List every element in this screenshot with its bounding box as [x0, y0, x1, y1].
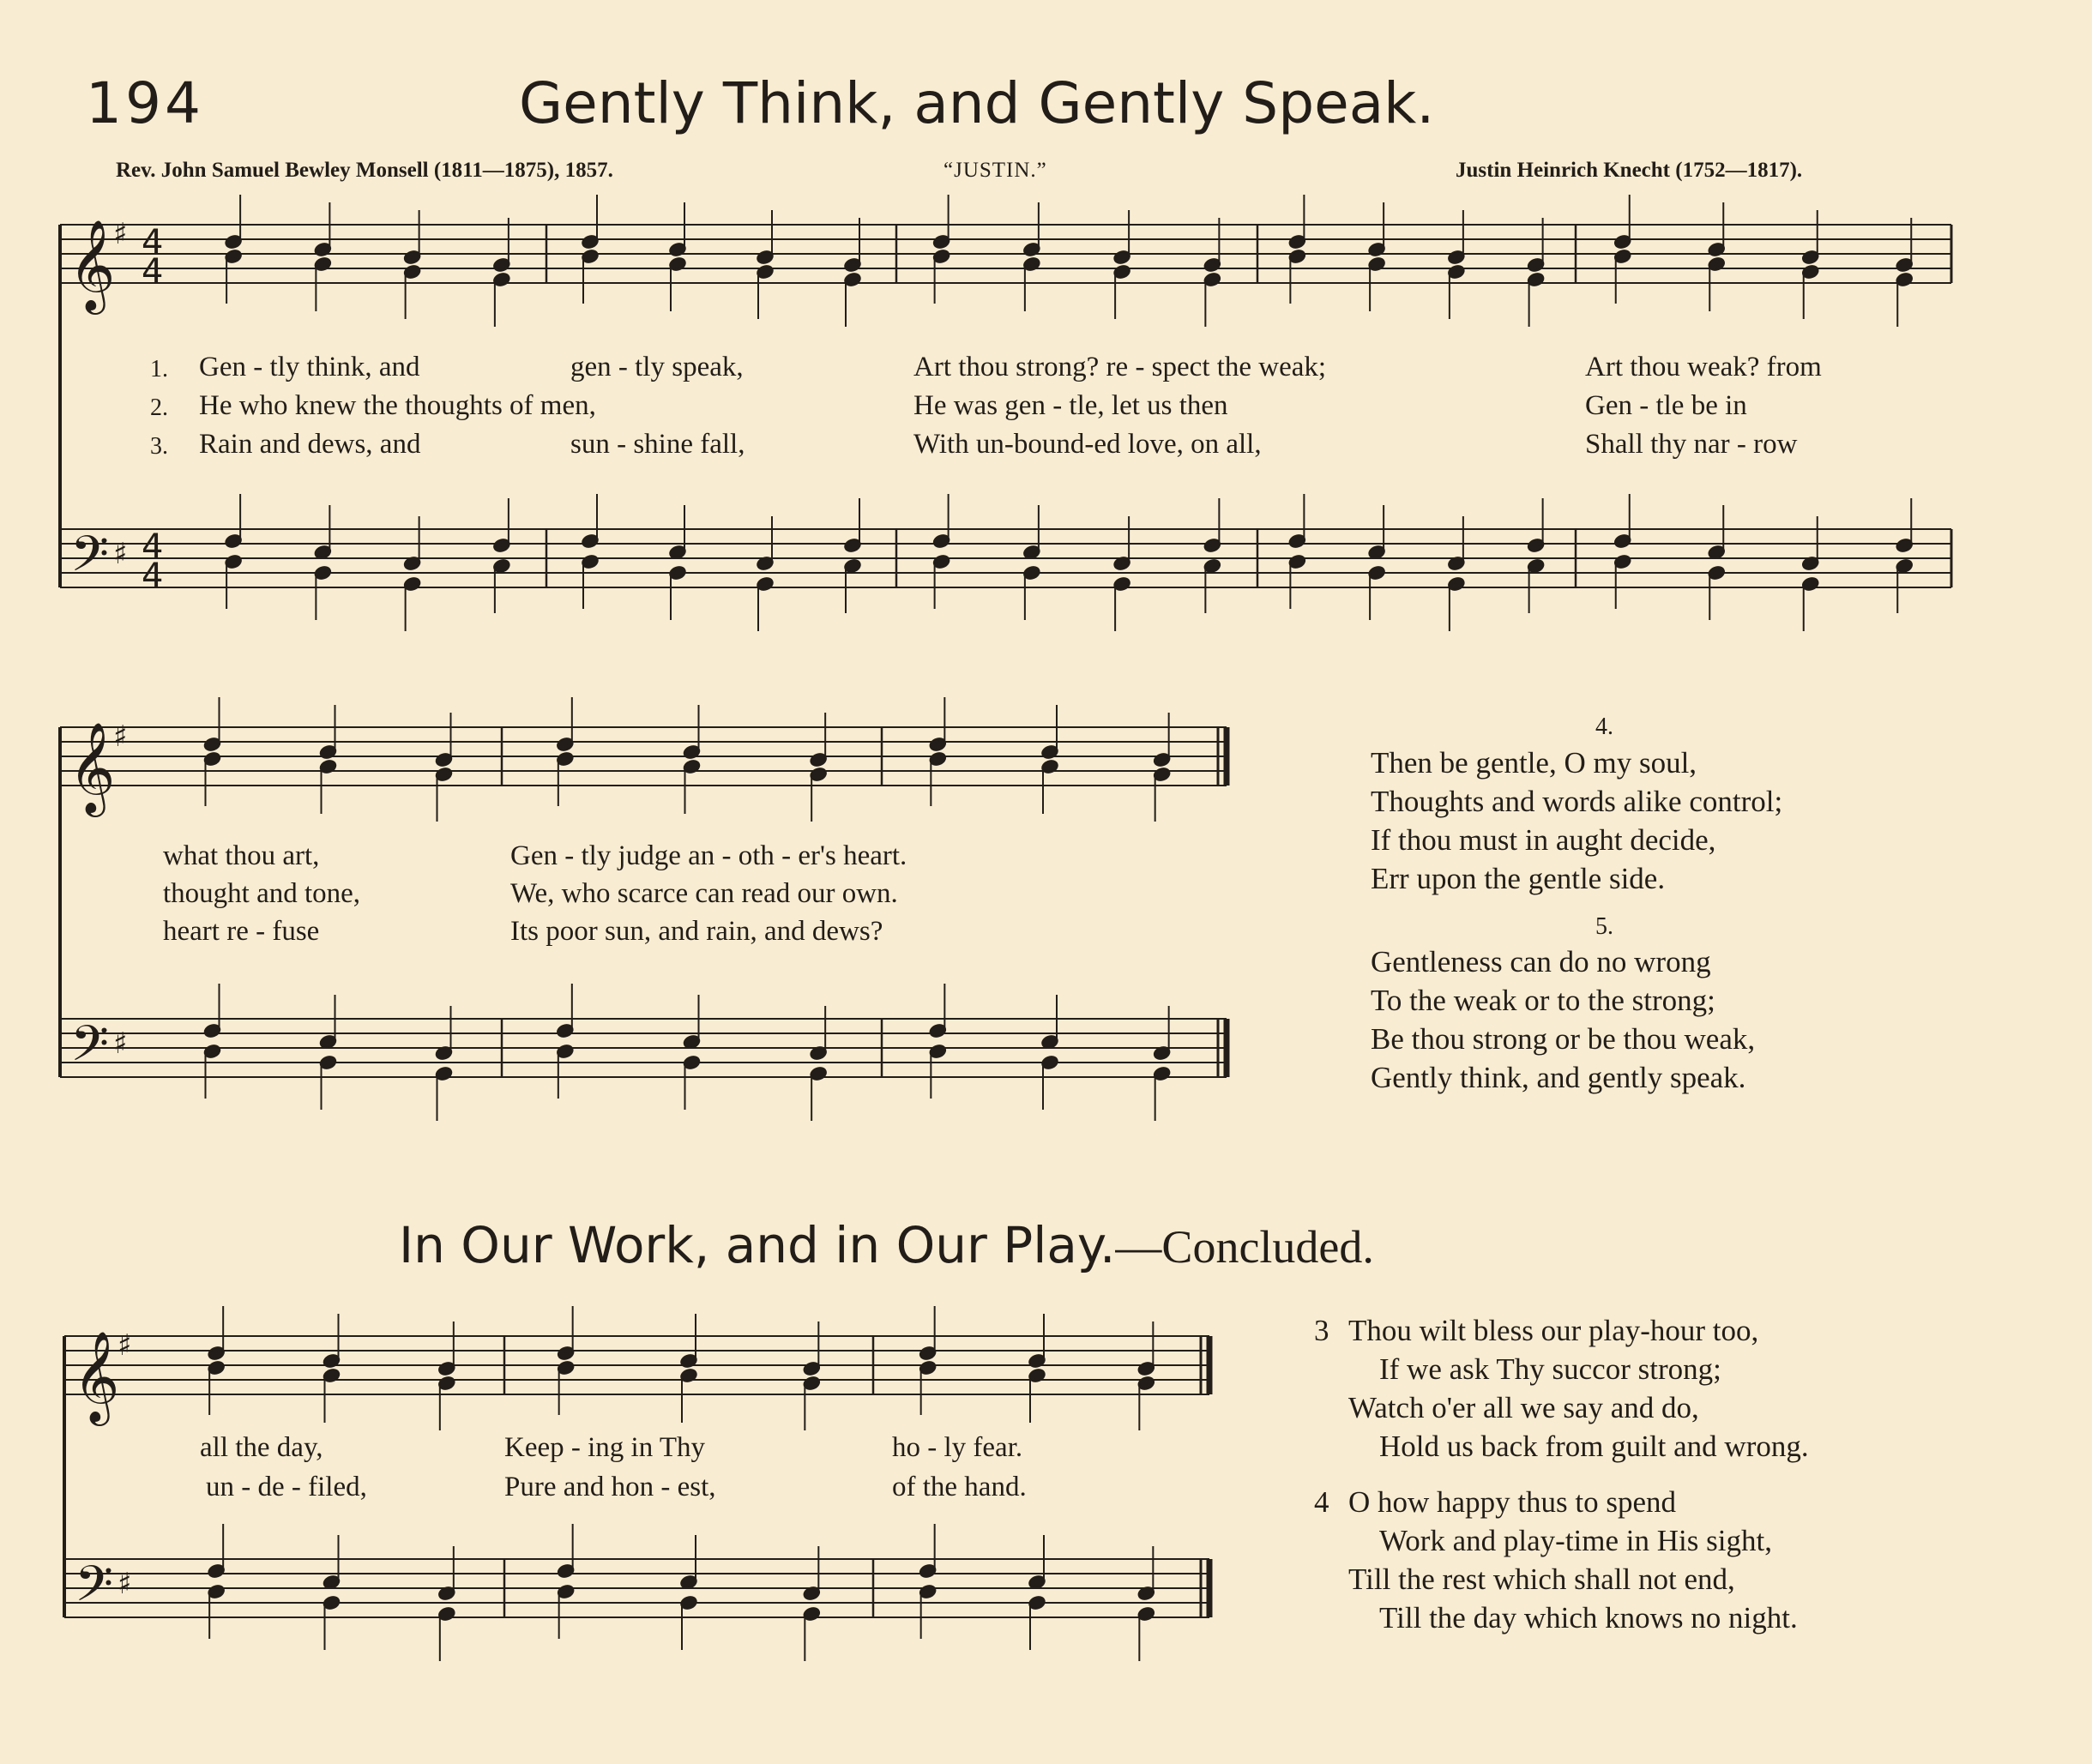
treble-clef: 𝄞	[69, 219, 116, 310]
verse-number: 5.	[1595, 913, 1613, 940]
lyric-segment: ho - ly fear.	[892, 1432, 1023, 1463]
verse-line: Watch o'er all we say and do,	[1348, 1391, 1699, 1424]
lyric-segment: gen - tly speak,	[570, 352, 744, 382]
lyric-segment: Art thou strong? re - spect the weak;	[913, 352, 1327, 382]
lyric-segment: With un-bound-ed love, on all,	[913, 429, 1262, 460]
lyric-segment: Pure and hon - est,	[504, 1472, 716, 1502]
verse-line: If thou must in aught decide,	[1371, 823, 1716, 857]
bass-clef: 𝄢	[75, 1555, 114, 1625]
lyric-segment: all the day,	[200, 1432, 323, 1463]
lyric-segment: what thou art,	[163, 840, 320, 871]
verse-line: If we ask Thy succor strong;	[1379, 1352, 1721, 1386]
verse-number: 4	[1314, 1485, 1329, 1519]
stanza-number: 1.	[150, 356, 168, 382]
key-sharp: ♯	[113, 1026, 128, 1061]
verse-line: Work and play-time in His sight,	[1379, 1524, 1772, 1557]
stanza-number: 3.	[150, 433, 168, 460]
verse-line: Thou wilt bless our play-hour too,	[1348, 1314, 1759, 1347]
key-sharp: ♯	[113, 719, 128, 754]
stanza-number: 2.	[150, 394, 168, 421]
composer-credit: Justin Heinrich Knecht (1752—1817).	[1456, 159, 1803, 182]
verse-line: Err upon the gentle side.	[1371, 862, 1666, 895]
time-signature: 4	[142, 252, 164, 292]
time-signature: 4	[142, 223, 164, 262]
concluded-title-main: In Our Work, and in Our Play.	[399, 1216, 1116, 1274]
verse-number: 3	[1314, 1314, 1329, 1347]
verse-number: 4.	[1595, 713, 1613, 740]
verse-line: Be thou strong or be thou weak,	[1371, 1022, 1756, 1056]
lyric-segment: thought and tone,	[163, 878, 361, 909]
lyric-segment: of the hand.	[892, 1472, 1027, 1502]
hymn-title: Gently Think, and Gently Speak.	[519, 70, 1435, 136]
lyric-segment: We, who scarce can read our own.	[510, 878, 898, 909]
verse-line: Hold us back from guilt and wrong.	[1379, 1430, 1809, 1463]
bass-clef: 𝄢	[70, 1014, 110, 1085]
key-sharp: ♯	[113, 217, 128, 251]
lyric-segment: un - de - filed,	[206, 1472, 367, 1502]
lyric-segment: Keep - ing in Thy	[504, 1432, 706, 1463]
verse-line: Till the day which knows no night.	[1379, 1601, 1798, 1635]
author-credit: Rev. John Samuel Bewley Monsell (1811—1875), 1857.	[116, 159, 613, 182]
key-sharp: ♯	[118, 1328, 132, 1363]
concluded-title	[399, 1216, 1374, 1274]
bass-clef: 𝄢	[70, 525, 110, 595]
lyric-segment: Gen - tly judge an - oth - er's heart.	[510, 840, 907, 871]
verse-line: Gentleness can do no wrong	[1371, 945, 1711, 978]
lyric-segment: Art thou weak? from	[1585, 352, 1822, 382]
lyric-segment: heart re - fuse	[163, 916, 320, 947]
concluded-subtitle: —Concluded.	[1115, 1221, 1374, 1273]
key-sharp: ♯	[113, 537, 128, 571]
lyric-segment: Gen - tle be in	[1585, 390, 1747, 421]
treble-clef: 𝄞	[73, 1330, 120, 1422]
verse-line: Then be gentle, O my soul,	[1371, 746, 1697, 780]
lyric-segment: Rain and dews, and	[199, 429, 421, 460]
time-signature: 4	[142, 527, 164, 567]
lyric-segment: Gen - tly think, and	[199, 352, 420, 382]
verse-line: Gently think, and gently speak.	[1371, 1061, 1746, 1094]
hymn-number: 194	[86, 70, 204, 136]
lyric-segment: Its poor sun, and rain, and dews?	[510, 916, 883, 947]
key-sharp: ♯	[118, 1567, 132, 1601]
verse-line: To the weak or to the strong;	[1371, 984, 1715, 1017]
lyric-segment: He who knew the thoughts of men,	[199, 390, 596, 421]
lyric-segment: sun - shine fall,	[570, 429, 745, 460]
tune-name: “JUSTIN.”	[944, 159, 1047, 182]
lyric-segment: He was gen - tle, let us then	[913, 390, 1228, 421]
lyric-segment: Shall thy nar - row	[1585, 429, 1798, 460]
verse-line: Till the rest which shall not end,	[1348, 1562, 1735, 1596]
time-signature: 4	[142, 557, 164, 596]
verse-line: Thoughts and words alike control;	[1371, 785, 1783, 818]
treble-clef: 𝄞	[69, 721, 116, 813]
verse-line: O how happy thus to spend	[1348, 1485, 1677, 1519]
